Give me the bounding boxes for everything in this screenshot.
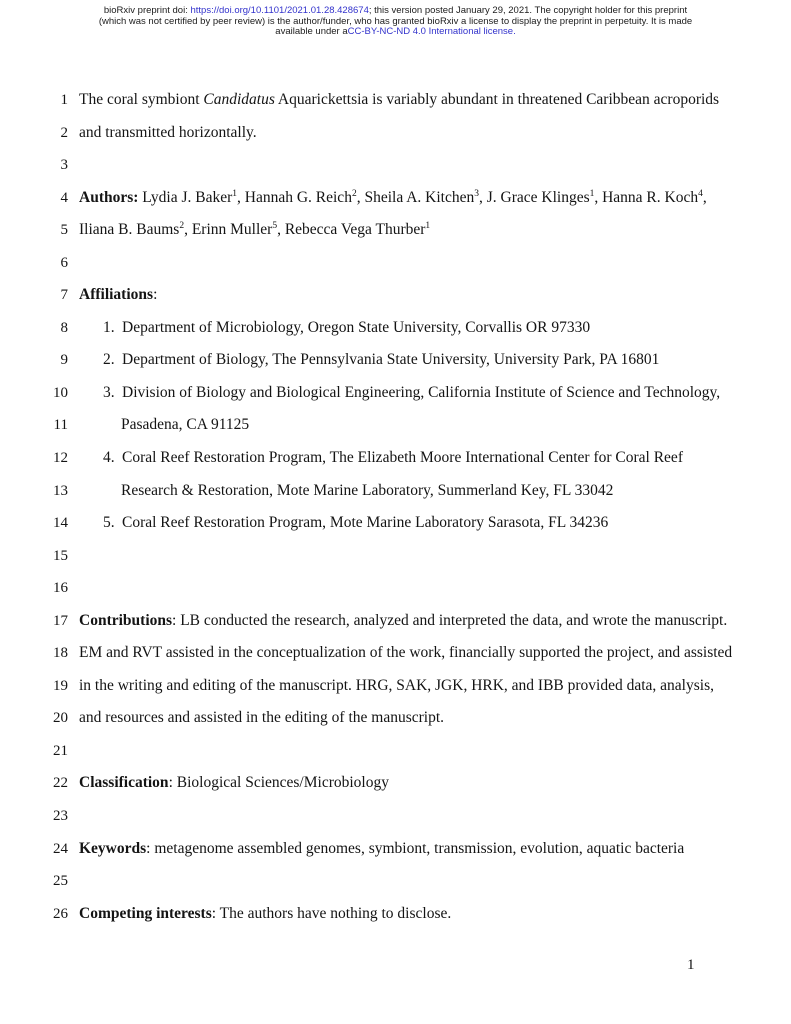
line-text [79,839,684,859]
line-text [79,90,719,110]
manuscript-line [40,220,732,253]
line-text [79,220,430,240]
manuscript-line [40,611,732,644]
biorxiv-header [20,6,771,38]
line-number: 24 [53,840,68,857]
text-segment: Division of Biology and Biological Engineering, California Institute of Science and Technology, [122,383,721,401]
manuscript-line [40,676,732,709]
text-segment: , Hanna R. Koch [594,188,699,206]
manuscript-line [40,708,732,741]
line-text [79,383,720,403]
superscript: 1 [232,188,238,199]
line-number: 7 [60,287,68,304]
text-segment: EM and RVT assisted in the conceptualization of the work, financially supported the project, and assisted [79,644,733,662]
list-marker: 4. [103,449,115,467]
line-number: 5 [60,222,68,239]
manuscript-body [40,90,732,936]
line-number: 17 [53,612,68,629]
text-segment: ; this version posted January 29, 2021. The copyright holder for this preprint [368,5,688,16]
line-number: 8 [60,319,68,336]
line-text [79,188,707,208]
superscript: 2 [179,221,185,232]
text-segment: Department of Biology, The Pennsylvania State University, University Park, PA 16801 [122,351,660,369]
text-segment: Coral Reef Restoration Program, The Elizabeth Moore International Center for Coral Reef [122,449,683,467]
manuscript-line [40,448,732,481]
line-number: 11 [53,417,68,434]
text-segment: Coral Reef Restoration Program, Mote Marine Laboratory Sarasota, FL 34236 [122,514,609,532]
text-segment: and resources and assisted in the editing of the manuscript. [79,709,445,727]
line-number: 2 [60,124,68,141]
header-line [20,27,771,38]
manuscript-line [40,839,732,872]
line-number: 20 [53,710,68,727]
manuscript-line [40,350,732,383]
line-text [79,123,257,143]
manuscript-line [40,253,732,286]
text-segment: , Sheila A. Kitchen [356,188,475,206]
line-number: 10 [53,384,68,401]
superscript: 1 [589,188,595,199]
line-number: 18 [53,645,68,662]
text-segment: Iliana B. Baums [79,221,180,239]
manuscript-line [40,90,732,123]
line-number: 9 [60,352,68,369]
line-number: 3 [60,157,68,174]
line-number: 21 [53,742,68,759]
line-number: 1 [60,92,68,108]
text-segment: Classification [79,774,169,792]
line-number: 22 [53,775,68,792]
line-text [79,904,451,924]
line-number: 19 [53,677,68,694]
text-segment: : Biological Sciences/Microbiology [168,774,389,792]
manuscript-line [40,546,732,579]
manuscript-line [40,643,732,676]
manuscript-line [40,285,732,318]
line-text [79,448,683,468]
line-text [79,285,157,305]
text-segment: bioRxiv preprint doi: [103,5,191,16]
list-marker: 5. [103,514,115,532]
manuscript-line [40,806,732,839]
manuscript-line [40,383,732,416]
line-text [79,513,608,533]
doi-link[interactable]: https://doi.org/10.1101/2021.01.28.428674 [190,5,369,16]
text-segment: (which was not certified by peer review) is the author/funder, who has granted bioRxiv a license to display the preprint in perpetuity. It is made [98,15,693,27]
text-segment: The coral symbiont [79,91,204,108]
superscript: 1 [425,221,431,232]
list-marker: 3. [103,383,115,401]
superscript: 3 [474,188,479,199]
line-text [79,676,714,696]
line-number: 26 [53,905,68,922]
text-segment: : The authors have nothing to disclose. [211,904,452,922]
manuscript-line [40,904,732,937]
text-segment: and transmitted horizontally. [79,123,257,141]
manuscript-line [40,415,732,448]
text-segment: Contributions [79,611,173,629]
superscript: 2 [351,188,357,199]
line-number: 6 [60,254,68,271]
manuscript-line [40,155,732,188]
manuscript-line [40,741,732,774]
line-number: 4 [60,189,68,206]
line-text [79,611,727,631]
text-segment: available under a [275,26,348,38]
text-segment: , J. Grace Klinges [478,188,590,206]
text-segment: Affiliations [79,286,154,304]
text-segment: : metagenome assembled genomes, symbiont, transmission, evolution, aquatic bacteria [146,839,685,857]
manuscript-line [40,123,732,156]
superscript: 5 [272,221,278,232]
text-segment: Competing interests [79,904,212,922]
text-segment: : LB conducted the research, analyzed and interpreted the data, and wrote the manuscript. [172,611,728,629]
manuscript-line [40,773,732,806]
text-segment: : [153,286,158,304]
manuscript-line [40,513,732,546]
superscript: 4 [698,188,703,199]
text-segment: Authors: [79,188,139,206]
line-number: 15 [53,547,68,564]
list-marker: 2. [103,351,115,369]
line-text [79,643,732,663]
line-number: 23 [53,808,68,825]
manuscript-line [40,318,732,351]
text-segment: in the writing and editing of the manuscript. HRG, SAK, JGK, HRK, and IBB provided data, analysis, [79,676,714,694]
text-segment: Candidatus [203,91,275,108]
manuscript-line [40,871,732,904]
line-text [79,415,249,435]
text-segment: Research & Restoration, Mote Marine Laboratory, Summerland Key, FL 33042 [121,481,614,499]
line-text [79,481,613,501]
line-text [79,773,389,793]
text-segment: , [702,188,707,206]
manuscript-line [40,481,732,514]
text-segment: Lydia J. Baker [138,188,233,206]
text-segment: , Erinn Muller [184,221,273,239]
text-segment: Keywords [79,839,147,857]
line-number: 14 [53,515,68,532]
line-number: 25 [53,873,68,890]
line-text [79,350,659,370]
list-marker: 1. [103,318,115,336]
manuscript-line [40,188,732,221]
manuscript-line [40,578,732,611]
text-segment: , Rebecca Vega Thurber [277,221,426,239]
line-number: 12 [53,450,68,467]
line-number: 13 [53,482,68,499]
line-text [79,318,590,338]
line-number: 16 [53,580,68,597]
text-segment: , Hannah G. Reich [237,188,352,206]
text-segment: Department of Microbiology, Oregon State University, Corvallis OR 97330 [122,318,591,336]
text-segment: Aquarickettsia is variably abundant in threatened Caribbean acroporids [274,91,720,108]
text-segment: Pasadena, CA 91125 [121,416,250,434]
license-link[interactable]: CC-BY-NC-ND 4.0 International license. [347,26,516,38]
line-text [79,708,444,728]
page-number: 1 [687,957,695,973]
